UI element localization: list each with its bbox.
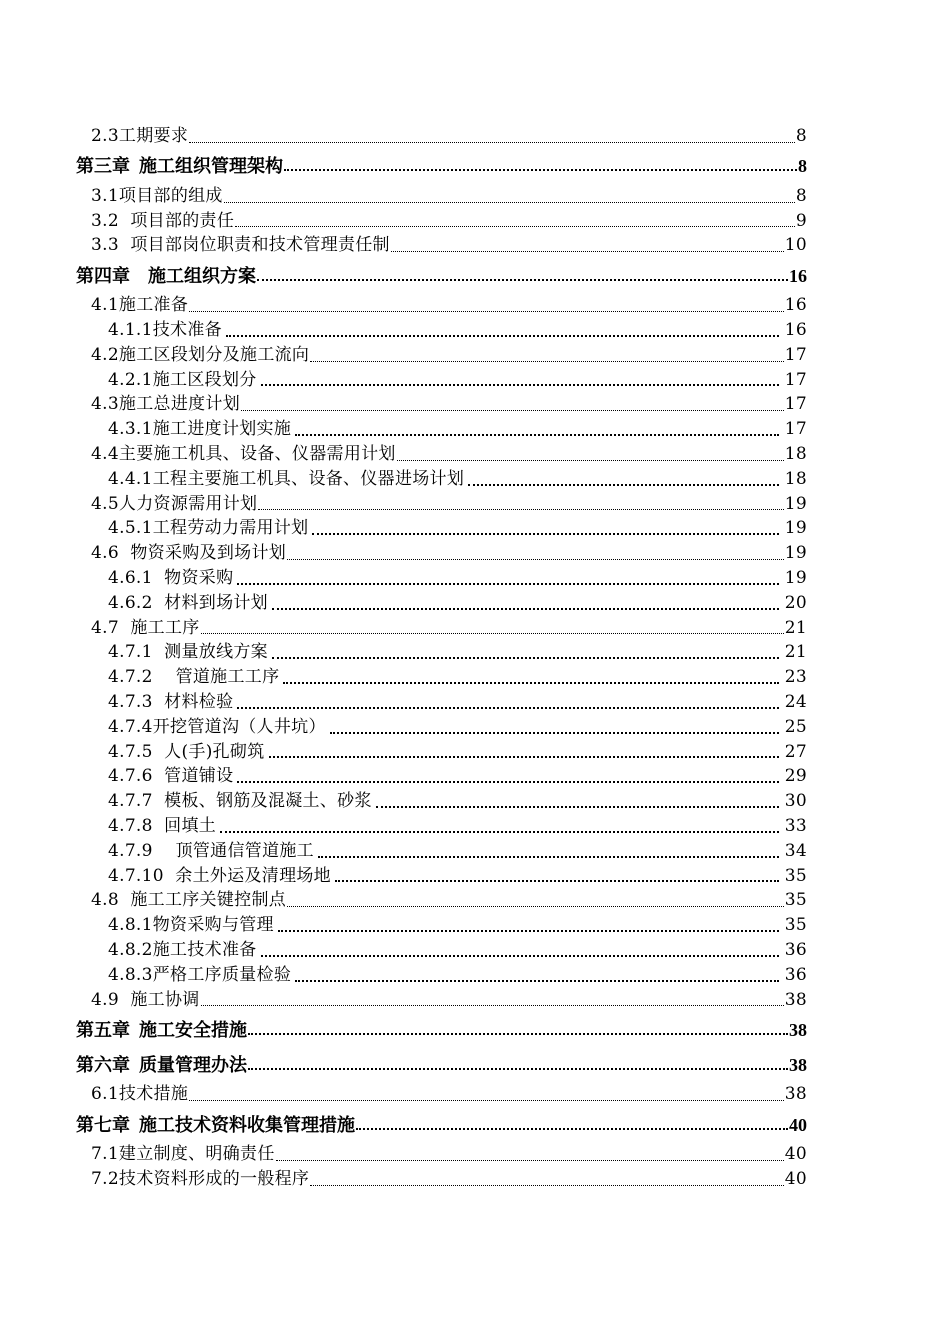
toc-entry-title: 第六章 质量管理办法: [76, 1054, 247, 1075]
toc-entry-sub[interactable]: [0, 591, 950, 616]
toc-entry-sub[interactable]: [0, 417, 950, 442]
toc-page-number: 17: [784, 344, 807, 365]
toc-entry-sec[interactable]: [0, 392, 950, 417]
toc-entry-title: 6.1技术措施: [91, 1084, 189, 1105]
toc-dot-leader: [261, 955, 779, 957]
toc-dot-leader: [189, 142, 795, 143]
toc-entry-sub[interactable]: [0, 467, 950, 492]
toc-dot-leader: [310, 361, 784, 362]
toc-dot-leader: [258, 509, 783, 510]
toc-entry-title: 第七章 施工技术资料收集管理措施: [76, 1114, 355, 1135]
toc-entry-title: 7.2技术资料形成的一般程序: [91, 1168, 310, 1189]
toc-page-number: 16: [789, 265, 807, 286]
toc-page-number: 16: [784, 295, 807, 316]
toc-page-number: 18: [784, 468, 807, 489]
toc-entry-sub[interactable]: [0, 516, 950, 541]
toc-page-number: 38: [784, 1084, 807, 1105]
toc-dot-leader: [201, 1005, 784, 1006]
toc-dot-leader: [226, 335, 779, 337]
toc-entry-title: 4.9 施工协调: [91, 989, 200, 1010]
toc-page-number: 36: [784, 964, 807, 985]
toc-entry-sub[interactable]: [0, 864, 950, 889]
toc-entry-title: 2.3工期要求: [91, 126, 189, 146]
toc-dot-leader: [283, 682, 778, 684]
toc-entry-title: 4.6.1 物资采购: [108, 567, 234, 588]
toc-page-number: 34: [784, 840, 807, 861]
toc-dot-leader: [376, 806, 779, 808]
toc-dot-leader: [189, 311, 784, 312]
toc-entry-chapter[interactable]: [0, 149, 950, 184]
toc-entry-title: 4.7 施工工序: [91, 617, 200, 638]
toc-dot-leader: [284, 169, 797, 171]
toc-page-number: 10: [784, 235, 807, 256]
toc-entry-title: 7.1建立制度、明确责任: [91, 1144, 275, 1165]
toc-page-number: 18: [784, 443, 807, 464]
toc-entry-sub[interactable]: [0, 740, 950, 765]
toc-entry-sec[interactable]: [0, 233, 950, 258]
toc-entry-sub[interactable]: [0, 789, 950, 814]
toc-page-number: 19: [784, 567, 807, 588]
toc-page-number: 16: [784, 319, 807, 340]
toc-page-number: 19: [784, 543, 807, 564]
toc-page-number: 35: [784, 865, 807, 886]
toc-page-number: 25: [784, 716, 807, 737]
toc-page-number: 27: [784, 741, 807, 762]
toc-entry-title: 4.5.1工程劳动力需用计划: [108, 518, 309, 539]
toc-entry-sub[interactable]: [0, 839, 950, 864]
toc-entry-title: 4.7.5 人(手)孔砌筑: [108, 741, 265, 762]
toc-dot-leader: [310, 1185, 784, 1186]
toc-entry-title: 第三章 施工组织管理架构: [76, 156, 283, 177]
toc-entry-title: 3.3 项目部岗位职责和技术管理责任制: [91, 235, 390, 256]
toc-entry-title: 4.8 施工工序关键控制点: [91, 890, 287, 911]
toc-dot-leader: [330, 732, 779, 734]
toc-entry-title: 4.3施工总进度计划: [91, 394, 241, 415]
toc-dot-leader: [295, 980, 779, 982]
toc-dot-leader: [235, 226, 795, 227]
toc-entry-title: 4.7.1 测量放线方案: [108, 642, 268, 663]
toc-page-number: 35: [784, 915, 807, 936]
toc-entry-chapter[interactable]: [0, 1107, 950, 1142]
toc-page-number: 17: [784, 369, 807, 390]
toc-page-number: 30: [784, 791, 807, 812]
toc-dot-leader: [201, 633, 784, 634]
toc-entry-title: 4.7.8 回填土: [108, 815, 217, 836]
toc-entry-sec[interactable]: [0, 541, 950, 566]
toc-entry-title: 3.2 项目部的责任: [91, 210, 235, 231]
toc-entry-sub[interactable]: [0, 913, 950, 938]
toc-entry-title: 第四章 施工组织方案: [76, 265, 256, 286]
toc-dot-leader: [237, 583, 778, 585]
toc-page-number: 33: [784, 815, 807, 836]
toc-entry-chapter[interactable]: [0, 1012, 950, 1047]
toc-dot-leader: [272, 608, 779, 610]
toc-entry-sub[interactable]: [0, 963, 950, 988]
toc-entry-title: 4.4.1工程主要施工机具、设备、仪器进场计划: [108, 468, 465, 489]
toc-page-number: 23: [784, 667, 807, 688]
toc-dot-leader: [237, 781, 778, 783]
toc-dot-leader: [397, 460, 784, 461]
toc-page-number: 19: [784, 493, 807, 514]
toc-page-number: 38: [784, 989, 807, 1010]
toc-page-number: 21: [784, 642, 807, 663]
toc-entry-sec[interactable]: [0, 293, 950, 318]
toc-entry-title: 4.5人力资源需用计划: [91, 493, 258, 514]
toc-page-number: 40: [784, 1144, 807, 1165]
toc-entry-sec[interactable]: [0, 209, 950, 234]
toc-entry-title: 4.8.1物资采购与管理: [108, 915, 274, 936]
toc-entry-sec[interactable]: [0, 888, 950, 913]
toc-page-number: 38: [789, 1019, 807, 1040]
toc-entry-title: 4.2.1施工区段划分: [108, 369, 257, 390]
toc-page-number: 29: [784, 766, 807, 787]
toc-dot-leader: [318, 856, 779, 858]
toc-page-number: 8: [795, 126, 807, 146]
toc-dot-leader: [248, 1033, 788, 1035]
toc-page-number: 19: [784, 518, 807, 539]
toc-dot-leader: [287, 559, 784, 560]
toc-entry-title: 4.7.4开挖管道沟（人井坑）: [108, 716, 326, 737]
toc-entry-title: 4.7.7 模板、钢筋及混凝土、砂浆: [108, 791, 372, 812]
toc-entry-title: 4.6 物资采购及到场计划: [91, 543, 287, 564]
toc-dot-leader: [269, 756, 779, 758]
toc-dot-leader: [241, 410, 784, 411]
toc-page-number: 20: [784, 592, 807, 613]
toc-dot-leader: [220, 831, 779, 833]
toc-entry-sub[interactable]: [0, 665, 950, 690]
toc-dot-leader: [261, 384, 779, 386]
toc-dot-leader: [278, 930, 779, 932]
toc-entry-title: 4.1施工准备: [91, 295, 189, 316]
toc-dot-leader: [272, 657, 779, 659]
toc-entry-sub[interactable]: [0, 640, 950, 665]
toc-entry-title: 4.6.2 材料到场计划: [108, 592, 268, 613]
toc-entry-sec[interactable]: [0, 616, 950, 641]
toc-entry-title: 3.1项目部的组成: [91, 185, 223, 206]
toc-page-number: 9: [795, 210, 807, 231]
toc-entry-title: 4.4主要施工机具、设备、仪器需用计划: [91, 443, 396, 464]
toc-entry-title: 4.8.2施工技术准备: [108, 939, 257, 960]
toc-entry-sec[interactable]: [0, 124, 950, 149]
toc-page-number: 40: [784, 1168, 807, 1189]
toc-entry-sec[interactable]: [0, 492, 950, 517]
toc-page-number: 24: [784, 691, 807, 712]
toc-entry-title: 4.7.3 材料检验: [108, 691, 234, 712]
toc-entry-sub[interactable]: [0, 368, 950, 393]
toc-dot-leader: [356, 1128, 788, 1130]
toc-entry-sec[interactable]: [0, 184, 950, 209]
toc-dot-leader: [224, 202, 795, 203]
toc-page-number: 17: [784, 419, 807, 440]
toc-entry-chapter[interactable]: [0, 258, 950, 293]
toc-entry-sec[interactable]: [0, 1082, 950, 1107]
toc-entry-title: 4.7.6 管道铺设: [108, 766, 234, 787]
toc-entry-chapter[interactable]: [0, 1047, 950, 1082]
toc-entry-sub[interactable]: [0, 764, 950, 789]
toc-entry-sub[interactable]: [0, 938, 950, 963]
toc-entry-title: 4.7.9 顶管通信管道施工: [108, 840, 314, 861]
toc-page-number: 8: [798, 156, 807, 177]
toc-page-number: 38: [789, 1054, 807, 1075]
toc-entry-title: 4.2施工区段划分及施工流向: [91, 344, 310, 365]
toc-page-number: 21: [784, 617, 807, 638]
toc-page-number: 17: [784, 394, 807, 415]
toc-entry-sec[interactable]: [0, 442, 950, 467]
toc-entry-title: 4.7.10 余土外运及清理场地: [108, 865, 331, 886]
table-of-contents: [0, 124, 950, 1192]
toc-entry-sub[interactable]: [0, 715, 950, 740]
toc-entry-title: 4.7.2 管道施工工序: [108, 667, 280, 688]
toc-entry-title: 第五章 施工安全措施: [76, 1019, 247, 1040]
toc-dot-leader: [335, 880, 779, 882]
toc-dot-leader: [237, 707, 778, 709]
toc-entry-sec[interactable]: [0, 1167, 950, 1192]
toc-page-number: 40: [789, 1114, 807, 1135]
toc-dot-leader: [391, 251, 784, 252]
toc-dot-leader: [189, 1100, 784, 1101]
toc-dot-leader: [276, 1160, 784, 1161]
toc-entry-sec[interactable]: [0, 343, 950, 368]
toc-entry-title: 4.3.1施工进度计划实施: [108, 419, 292, 440]
toc-entry-title: 4.1.1技术准备: [108, 319, 222, 340]
toc-entry-sec[interactable]: [0, 988, 950, 1013]
toc-entry-sub[interactable]: [0, 318, 950, 343]
toc-page-number: 36: [784, 939, 807, 960]
toc-page-number: 8: [795, 185, 807, 206]
toc-entry-title: 4.8.3严格工序质量检验: [108, 964, 292, 985]
toc-dot-leader: [312, 533, 778, 535]
toc-entry-sub[interactable]: [0, 814, 950, 839]
toc-dot-leader: [295, 434, 779, 436]
toc-entry-sub[interactable]: [0, 566, 950, 591]
toc-page-number: 35: [784, 890, 807, 911]
toc-dot-leader: [257, 279, 788, 281]
toc-dot-leader: [248, 1068, 788, 1070]
toc-entry-sub[interactable]: [0, 690, 950, 715]
toc-dot-leader: [287, 906, 784, 907]
toc-dot-leader: [468, 484, 779, 486]
toc-entry-sec[interactable]: [0, 1142, 950, 1167]
